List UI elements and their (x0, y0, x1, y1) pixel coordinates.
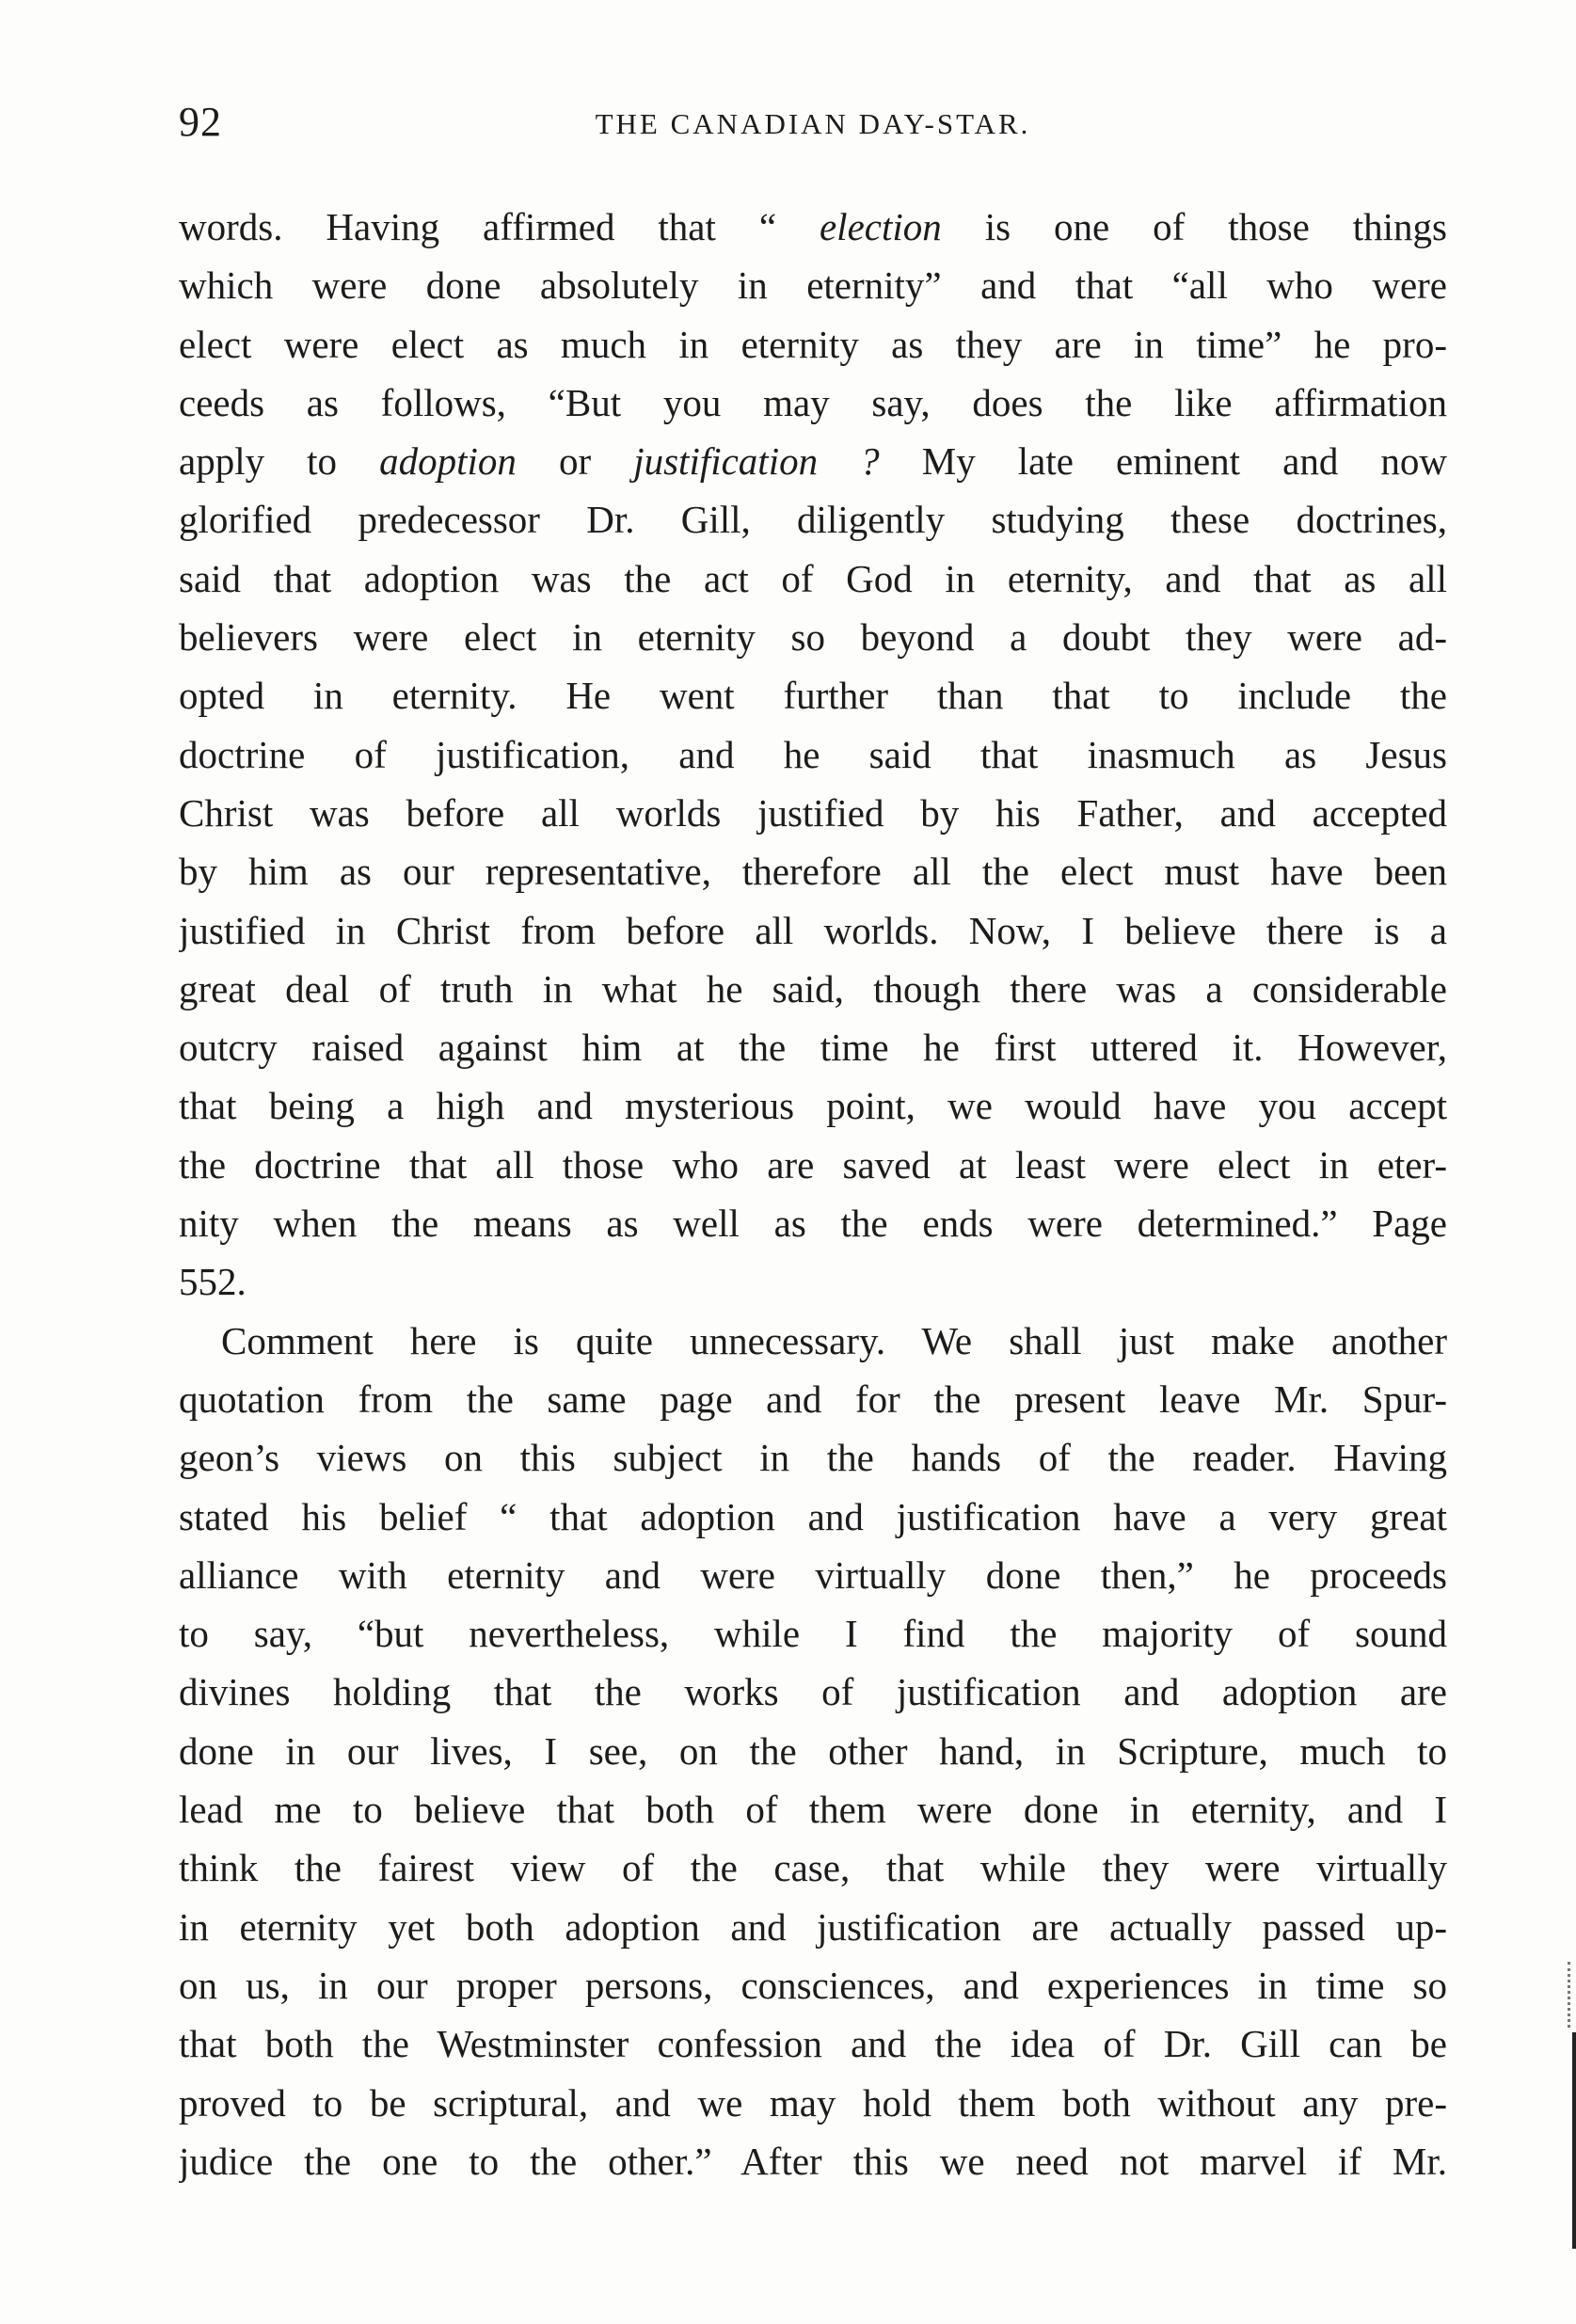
text-run: the doctrine that all those who are saved at least were elect in eter- (179, 1142, 1447, 1186)
text-run: nity when the means as well as the ends were determined.” Page (179, 1202, 1447, 1246)
text-run: doctrine of justification, and he said that inasmuch as Jesus (179, 732, 1447, 776)
text-line (179, 901, 1447, 960)
text-line (179, 374, 1447, 432)
text-line (179, 256, 1447, 314)
page-edge-dotted-rule (1568, 1962, 1570, 2028)
text-run: that both the Westminster confession and the idea of Dr. Gill can be (179, 2022, 1447, 2066)
text-line (179, 1076, 1447, 1135)
text-run: apply to (179, 439, 380, 484)
text-line (179, 1898, 1447, 1956)
text-run: to say, “but nevertheless, while I find the majority of sound (179, 1612, 1447, 1656)
text-run: quotation from the same page and for the present leave Mr. Spur- (179, 1377, 1447, 1421)
text-line (179, 1370, 1447, 1428)
text-line (179, 1663, 1447, 1721)
text-line (179, 960, 1447, 1018)
text-line (179, 1488, 1447, 1546)
running-title: THE CANADIAN DAY-STAR. (595, 107, 1031, 140)
text-line (179, 1194, 1447, 1252)
text-line (179, 549, 1447, 608)
text-run: glorified predecessor Dr. Gill, diligently studying these doctrines, (179, 498, 1447, 542)
text-line (179, 1604, 1447, 1663)
text-line (179, 1956, 1447, 2014)
text-line (179, 842, 1447, 900)
text-run: think the fairest view of the case, that while they were virtually (179, 1846, 1447, 1890)
text-run: Comment here is quite unnecessary. We shall just make another (221, 1318, 1447, 1362)
italic-run: justification ? (633, 439, 880, 484)
italic-run: election (819, 205, 942, 248)
text-line (179, 1428, 1447, 1487)
text-line (179, 2132, 1447, 2190)
text-line (179, 1839, 1447, 1897)
text-run: that being a high and mysterious point, we would have you accept (179, 1084, 1447, 1128)
text-line (179, 1780, 1447, 1839)
text-line (179, 315, 1447, 374)
text-run: is one of those things (941, 205, 1447, 248)
text-run: elect were elect as much in eternity as they are in time” he pro- (179, 322, 1447, 366)
text-run: geon’s views on this subject in the hands of the reader. Having (179, 1436, 1447, 1480)
text-run: proved to be scriptural, and we may hold them both without any pre- (179, 2080, 1447, 2125)
text-line (179, 2074, 1447, 2132)
text-line (179, 432, 1447, 490)
text-run: or (516, 439, 634, 484)
text-line (179, 1546, 1447, 1604)
text-line (179, 1722, 1447, 1780)
text-run: by him as our representative, therefore all the elect must have been (179, 850, 1447, 894)
text-run: judice the one to the other.” After this we need not marvel if Mr. (179, 2139, 1447, 2183)
text-run: opted in eternity. He went further than that to include the (179, 674, 1447, 718)
text-run: outcry raised against him at the time he first uttered it. However, (179, 1026, 1447, 1070)
text-run: in eternity yet both adoption and justification are actually passed up- (179, 1904, 1447, 1949)
italic-run: adoption (379, 439, 517, 484)
text-run: lead me to believe that both of them were done in eternity, and I (179, 1788, 1447, 1832)
text-line (179, 725, 1447, 784)
text-run: ceeds as follows, “But you may say, does the like affirmation (179, 380, 1447, 424)
text-line (179, 2014, 1447, 2073)
text-run: great deal of truth in what he said, though there was a considerable (179, 966, 1447, 1011)
text-run: words. Having affirmed that “ (179, 205, 820, 248)
text-line (179, 1136, 1447, 1194)
text-run: My late eminent and now (879, 439, 1447, 484)
text-line (179, 490, 1447, 549)
text-run: Christ was before all worlds justified by his Father, and accepted (179, 790, 1447, 835)
text-run: believers were elect in eternity so beyond a doubt they were ad- (179, 615, 1447, 660)
text-run: divines holding that the works of justification and adoption are (179, 1670, 1447, 1714)
text-line (179, 666, 1447, 724)
page-header (179, 98, 1447, 154)
text-line (179, 608, 1447, 666)
text-line (179, 1252, 1447, 1311)
text-line (179, 198, 1447, 256)
text-run: done in our lives, I see, on the other hand, in Scripture, much to (179, 1728, 1447, 1773)
text-line (179, 1312, 1447, 1370)
text-run: said that adoption was the act of God in eternity, and that as all (179, 556, 1447, 600)
text-run: which were done absolutely in eternity” and that “all who were (179, 263, 1447, 308)
text-run: on us, in our proper persons, consciences, and experiences in time so (179, 1963, 1447, 2007)
text-run: 552. (179, 1260, 247, 1304)
text-line (179, 784, 1447, 842)
text-line (179, 1018, 1447, 1076)
text-run: justified in Christ from before all worlds. Now, I believe there is a (179, 908, 1447, 952)
page-edge-rule (1572, 2032, 1576, 2249)
text-run: alliance with eternity and were virtually done then,” he proceeds (179, 1552, 1447, 1597)
text-run: stated his belief “ that adoption and justification have a very great (179, 1494, 1447, 1538)
body-text (179, 198, 1447, 2190)
page-number: 92 (179, 99, 222, 145)
